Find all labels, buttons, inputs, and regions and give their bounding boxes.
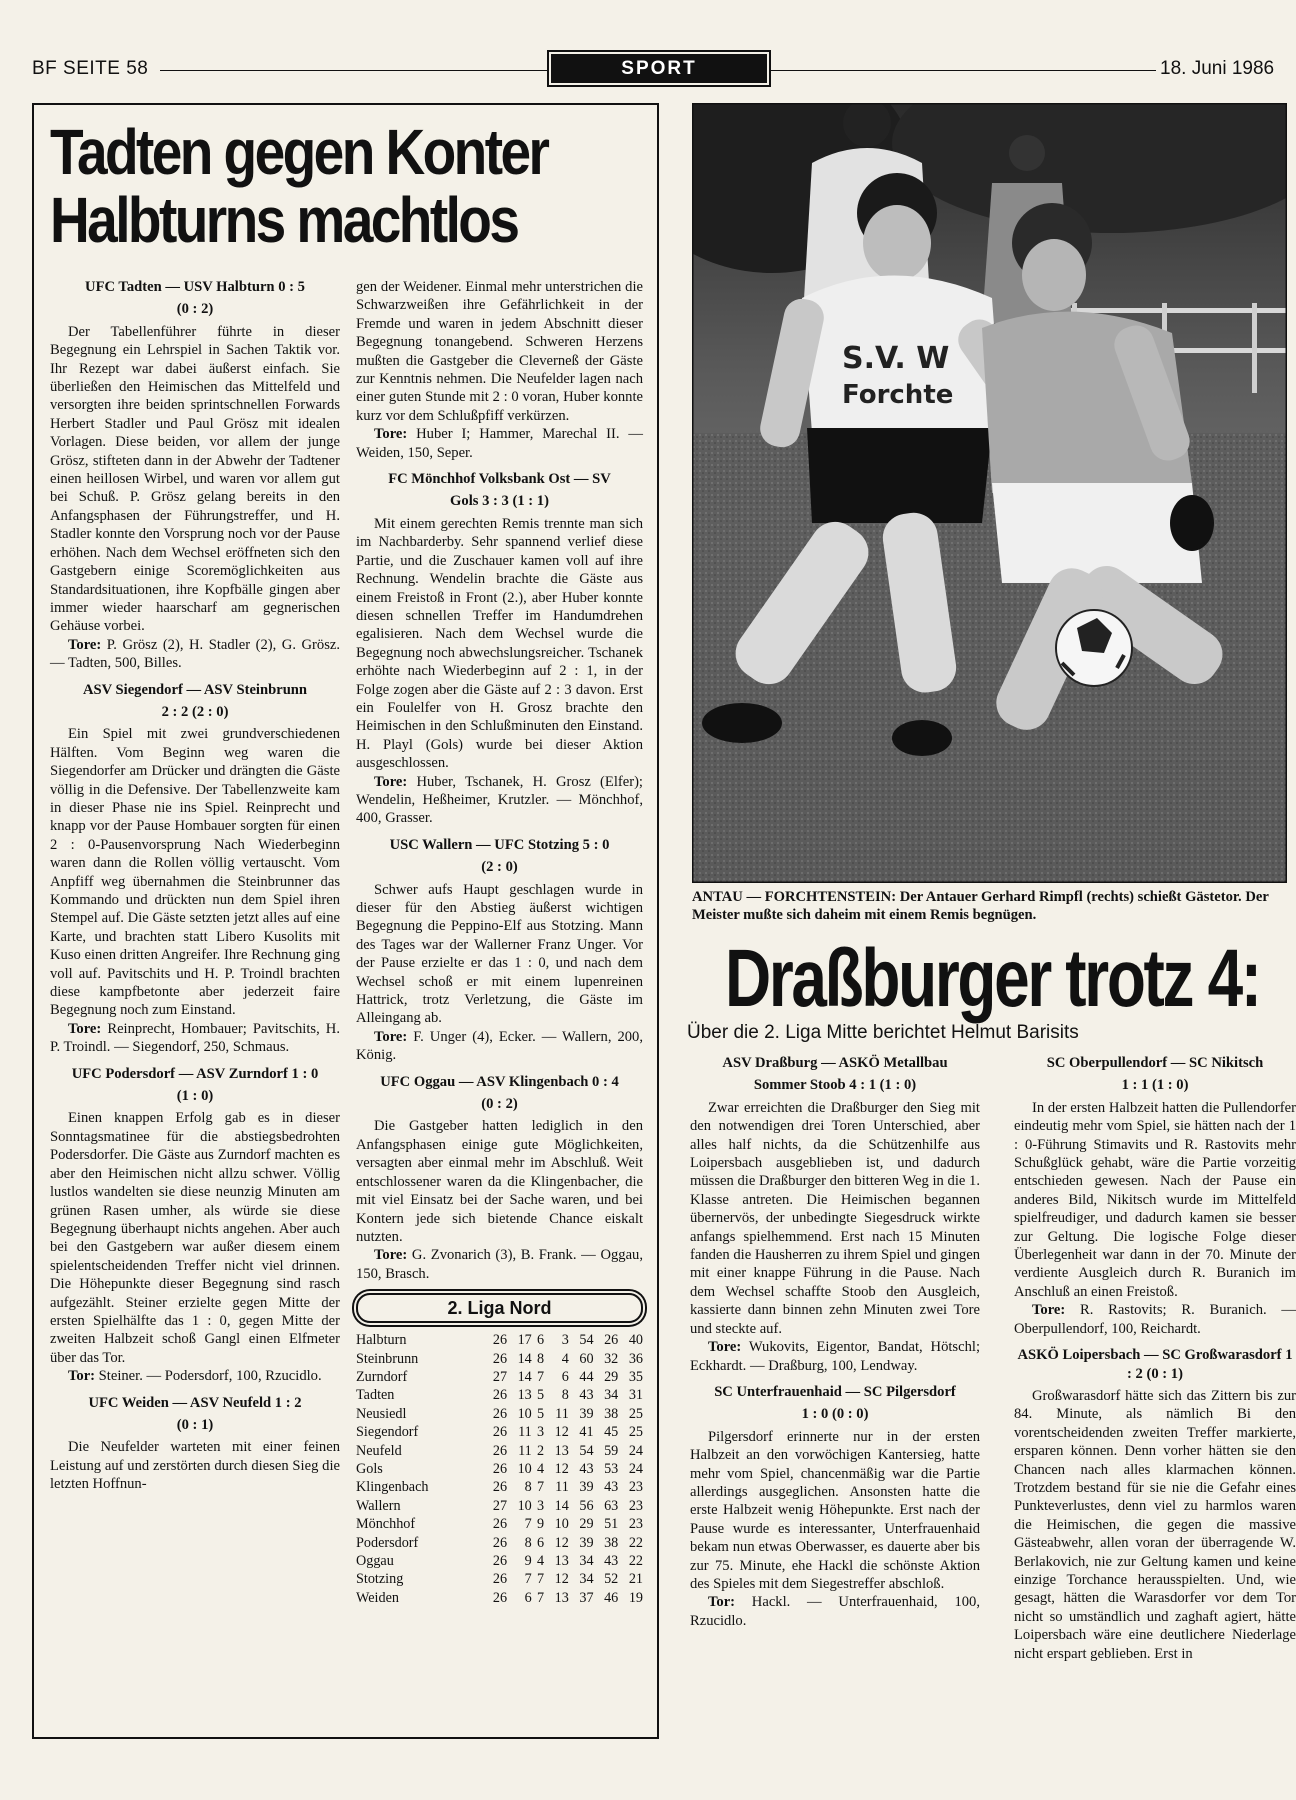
article-2-column-1 bbox=[690, 1054, 980, 1630]
table-stat: 39 bbox=[579, 1405, 594, 1422]
issue-date: 18. Juni 1986 bbox=[1160, 58, 1275, 79]
table-stat: 27 bbox=[492, 1497, 508, 1514]
table-stat: 54 bbox=[579, 1332, 594, 1349]
league-table-row bbox=[356, 1442, 643, 1460]
article-column-1 bbox=[50, 278, 340, 1494]
table-stat: 6 bbox=[524, 1589, 532, 1606]
table-stat: 4 bbox=[561, 1350, 569, 1367]
column-2-body bbox=[356, 278, 643, 1283]
league-table-row bbox=[356, 1405, 643, 1423]
jersey-text-1: S.V. W bbox=[842, 341, 950, 376]
table-stat: 26 bbox=[492, 1516, 508, 1533]
section-label: SPORT bbox=[551, 54, 767, 83]
table-stat: 29 bbox=[604, 1368, 619, 1385]
table-stat: 6 bbox=[537, 1332, 545, 1349]
table-stat: 10 bbox=[517, 1460, 532, 1477]
league-table-row bbox=[356, 1589, 643, 1607]
article-paragraph: Pilgersdorf erinnerte nur in der ersten Halbzeit an den vorwöchigen Kantersieg, hatte mehr vom Spiel, chancenmäßig war die Partie allerdings ausgeglichen. Ansonsten hatte die erste Halbzeit wenig Höhepunkte. Erst nach der Pause wurde es interessanter, Unterfrauenhaid bekam nun etwas Oberwasser, es dauerte aber bis zur 75. Minute, ehe Hackl die schönste Aktion des Spieles mit dem Siegestreffer abschloß. bbox=[690, 1428, 980, 1592]
header-rule-right bbox=[770, 70, 1156, 71]
article-2-byline: Über die 2. Liga Mitte berichtet Helmut Barisits bbox=[687, 1022, 1079, 1043]
table-stat: 25 bbox=[628, 1405, 643, 1422]
table-stat: 34 bbox=[604, 1387, 619, 1404]
match-heading: SC Oberpullendorf — SC Nikitsch bbox=[1046, 1055, 1264, 1071]
table-stat: 26 bbox=[492, 1479, 508, 1496]
goalscorers-line bbox=[50, 636, 340, 673]
table-stat: 35 bbox=[628, 1368, 643, 1385]
header-rule-left bbox=[160, 70, 548, 71]
table-stat: 12 bbox=[554, 1424, 569, 1441]
table-stat: 34 bbox=[579, 1571, 594, 1588]
match-heading: ASV Draßburg — ASKÖ Metallbau bbox=[722, 1055, 948, 1071]
table-stat: 11 bbox=[555, 1479, 569, 1496]
table-stat: 26 bbox=[492, 1589, 508, 1606]
article-paragraph: Mit einem gerechten Remis trennte man sich im Nachbarderby. Sehr spannend verlief diese Partie, und die Zuschauer kamen voll auf ihre Rechnung. Wendelin brachte die Gäste aus einem Freistoß in Front (2.), aber Huber konnte diesen schnellen Treffer im Handumdrehen egalisieren. Nach dem Wechsel wurde die Begegnung noch abwechslungsreicher. Tschanek erhöhte nach Wiederbeginn auf 2 : 1, in der Folge zogen aber die Gäste auf 2 : 3 davon. Erst ein Foulelfer von H. Grosz brachte den Heimischen in den Schlußminuten den Einstand. H. Playl (Gols) wurde bei dieser Aktion ausgeschlossen. bbox=[356, 515, 643, 772]
match-heading: 1 : 1 (1 : 0) bbox=[1121, 1077, 1189, 1094]
goalscorers-line bbox=[690, 1593, 980, 1630]
table-stat: 13 bbox=[554, 1553, 569, 1569]
table-stat: 8 bbox=[537, 1350, 545, 1367]
table-stat: 37 bbox=[579, 1589, 594, 1606]
table-stat: 3 bbox=[537, 1424, 545, 1441]
match-heading: Sommer Stoob 4 : 1 (1 : 0) bbox=[753, 1077, 917, 1094]
goalscorers-text: Reinprecht, Hombauer; Pavitschits, H. P. Troindl. — Siegendorf, 250, Schmaus. bbox=[50, 1020, 340, 1056]
match-photo-image bbox=[692, 103, 1287, 883]
team-name: Tadten bbox=[356, 1387, 395, 1404]
table-stat: 8 bbox=[524, 1534, 532, 1551]
table-stat: 24 bbox=[628, 1460, 643, 1477]
match-heading: ASV Siegendorf — ASV Steinbrunn bbox=[82, 681, 308, 698]
jersey-text-2: Forchte bbox=[842, 380, 954, 410]
team-name: Oggau bbox=[356, 1553, 394, 1569]
match-heading: Gols 3 : 3 (1 : 1) bbox=[450, 493, 549, 510]
match-photo bbox=[692, 103, 1287, 883]
team-name: Klingenbach bbox=[356, 1479, 429, 1496]
article-column-2 bbox=[356, 278, 643, 1607]
table-stat: 12 bbox=[554, 1571, 569, 1588]
league-table-row bbox=[356, 1423, 643, 1441]
article-paragraph: Der Tabellenführer führte in dieser Begegnung ein Lehrspiel in Sachen Taktik vor. Ihr Rezept war dabei äußerst einfach. Sie überließen den Heimischen das Mittelfeld und versorgten ihre beiden sprintschnellen Forwards Herbert Stadler und Paul Grösz mit idealen Vorlagen. Diese beiden, vor allem der junge Grösz, stifteten dann in der Abwehr der Tadtener einen heillosen Wirbel, und waren vor allem gut bei Schuß. P. Grösz gelang bereits in den Anfangsphasen der Führungstreffer, und H. Stadler konnte den Vorsprung noch vor der Pause erhöhen. Nach dem Wechsel eröffneten sich den Gastgebern einige Scoremöglichkeiten aus Standardsituationen, ihre Kopfbälle gingen aber immer wieder haarscharf am gegnerischen Gehäuse vorbei. bbox=[50, 323, 340, 635]
table-stat: 26 bbox=[492, 1350, 508, 1367]
table-stat: 46 bbox=[604, 1589, 619, 1606]
match-heading: USC Wallern — UFC Stotzing 5 : 0 bbox=[389, 836, 610, 853]
match-heading: 1 : 0 (0 : 0) bbox=[801, 1406, 869, 1423]
table-stat: 12 bbox=[554, 1534, 569, 1551]
match-heading: 2 : 2 (2 : 0) bbox=[161, 703, 229, 720]
table-stat: 22 bbox=[628, 1553, 643, 1569]
table-stat: 51 bbox=[604, 1516, 619, 1533]
page-number: BF SEITE 58 bbox=[32, 58, 149, 79]
match-heading: UFC Tadten — USV Halbturn 0 : 5 bbox=[85, 279, 305, 295]
table-stat: 19 bbox=[628, 1589, 643, 1606]
match-heading: SC Unterfrauenhaid — SC Pilgersdorf bbox=[714, 1383, 956, 1400]
table-stat: 52 bbox=[604, 1571, 619, 1588]
match-heading: (0 : 2) bbox=[481, 1096, 518, 1113]
match-heading: FC Mönchhof Volksbank Ost — SV bbox=[388, 471, 611, 488]
table-stat: 26 bbox=[492, 1460, 508, 1477]
table-stat: 9 bbox=[537, 1516, 545, 1533]
goalscorers-label: Tore: bbox=[68, 1020, 102, 1037]
goalscorers-label: Tore: bbox=[1032, 1302, 1066, 1319]
goalscorers-label: Tor: bbox=[708, 1594, 736, 1611]
article-paragraph: Zwar erreichten die Draßburger den Sieg mit den notwendigen drei Toren Unterschied, aber alles half nichts, da die Schützenhilfe aus Loipersbach ausgeblieben ist, und dadurch müssen die Draßburger den bitteren Weg in die 1. Klasse antreten. Die Heimischen begannen übernervös, der unbedingte Siegesdruck wirkte anfangs spielhemmend. Erst nach 15 Minuten fanden die Hausherren zu ihrem Spiel und gingen mit einer knappe Führung in die Pause. Nach dem Wechsel schaffte Stoob den Ausgleich, kassierte dann binnen zehn Minuten zwei Tore und steckte auf. bbox=[690, 1099, 980, 1337]
table-stat: 7 bbox=[537, 1571, 545, 1588]
article-paragraph: Ein Spiel mit zwei grundverschiedenen Hälften. Vom Beginn weg waren die Siegendorfer am Drücker und drängten die Gäste völlig in die Defensive. Der Tabellenzweite kam in dieser Phase nie ins Spiel. Reinprecht und knapp vor der Pause Hombauer sorgten für einen 2 : 0-Pausenvorsprung Nach Wiederbeginn waren dann die Rollen völlig vertauscht. Vom Anpfiff weg übernahmen die Steinbrunner das Kommando und drückten nun dem Spiel ihren Stempel auf. Die Gäste setzten jetzt alles auf eine Karte, und brachten statt Libero Kusolits mit Kuso einen dritten Angreifer. Ihre Rechnung ging voll auf. Pavitschits und H. P. Troindl brachten diese kampfbetonte aber jederzeit faire Begegnung noch zum Einstand. bbox=[50, 726, 340, 1019]
table-stat: 2 bbox=[537, 1442, 545, 1459]
table-stat: 26 bbox=[492, 1424, 508, 1441]
table-stat: 44 bbox=[579, 1368, 594, 1385]
table-stat: 21 bbox=[628, 1571, 643, 1588]
table-stat: 3 bbox=[537, 1497, 545, 1514]
league-table-row bbox=[356, 1350, 643, 1368]
league-table-row bbox=[356, 1460, 643, 1478]
team-name: Stotzing bbox=[356, 1571, 404, 1588]
table-stat: 26 bbox=[492, 1405, 508, 1422]
table-stat: 7 bbox=[537, 1479, 545, 1496]
table-stat: 31 bbox=[628, 1387, 643, 1404]
table-stat: 5 bbox=[537, 1405, 545, 1422]
goalscorers-line bbox=[690, 1338, 980, 1375]
table-stat: 23 bbox=[628, 1479, 643, 1496]
table-stat: 8 bbox=[524, 1479, 532, 1496]
table-stat: 26 bbox=[492, 1332, 508, 1349]
table-stat: 26 bbox=[492, 1553, 508, 1569]
table-stat: 43 bbox=[579, 1387, 594, 1404]
table-stat: 38 bbox=[604, 1534, 619, 1551]
team-name: Weiden bbox=[356, 1589, 399, 1606]
match-heading: (2 : 0) bbox=[481, 859, 518, 876]
team-name: Siegendorf bbox=[356, 1424, 419, 1441]
team-name: Steinbrunn bbox=[356, 1350, 419, 1367]
goalscorers-label: Tore: bbox=[68, 636, 102, 653]
match-heading: (1 : 0) bbox=[176, 1088, 214, 1105]
goalscorers-text: F. Unger (4), Ecker. — Wallern, 200, König. bbox=[356, 1028, 643, 1064]
league-table-row bbox=[356, 1331, 643, 1349]
headline-line-2: Halbturns machtlos bbox=[50, 184, 518, 256]
match-heading: UFC Podersdorf — ASV Zurndorf 1 : 0 bbox=[71, 1065, 319, 1082]
table-stat: 10 bbox=[517, 1497, 532, 1514]
match-heading: UFC Oggau — ASV Klingenbach 0 : 4 bbox=[380, 1073, 619, 1090]
table-stat: 4 bbox=[537, 1460, 545, 1477]
table-stat: 26 bbox=[604, 1332, 619, 1349]
article-paragraph: Großwarasdorf hätte sich das Zittern bis zur 84. Minute, als nämlich Bi den vorentscheidenden zweiten Treffer markierte, ersparen können. Denn vorher hätten sie den Chancen nach alles klarmachen können. Trotzdem bestand für sie nie die Gefahr eines Punkteverlustes, denn viel zu harmlos waren die Heimischen, die gegen die massive Gästeabwehr, allen voran der überragende W. Berlakovich, nie zur Geltung kamen und keine einzige Torchance herausspielten. Und, wie gesagt, hätten die Warasdorfer vor dem Tor nicht so umständlich und zaghaft agiert, hätte Loipersbach wäre eine deutlichere Niederlage nicht erspart geblieben. Erst in bbox=[1014, 1387, 1296, 1662]
article-2-headline: Draßburger trotz 4: bbox=[725, 933, 1260, 1024]
article-paragraph: gen der Weidener. Einmal mehr unterstrichen die Schwarzweißen ihre Gefährlichkeit in der Fremde und waren in jedem Abschnitt dieser Begegnung tonangebend. Schweren Herzens mußten die Gastgeber die Cleverneß der Gäste zur Kenntnis nehmen. Die Neufelder lagen nach einer guten Stunde mit 2 : 0 voran, Huber konnte kurz vor dem Schlußpfiff verkürzen. bbox=[356, 279, 643, 424]
table-stat: 54 bbox=[579, 1442, 594, 1459]
table-stat: 24 bbox=[628, 1442, 643, 1459]
goalscorers-label: Tor: bbox=[68, 1368, 96, 1385]
article-paragraph: In der ersten Halbzeit hatten die Pullendorfer eindeutig mehr vom Spiel, sie hätten nach der 1 : 0-Führung Stimavits und R. Rastovits mehr Schußglück gehabt, wäre die Partie vorzeitig entschieden gewesen. Nach der Pause ein anderes Bild, Nikitsch wurde im Mittelfeld spielfreudiger, und dadurch kamen sie besser zur Geltung. Die logische Folge dieser Überlegenheit war dann in der 70. Minute der verdiente Ausgleich durch R. Buranich im Anschluß an einen Freistoß. bbox=[1014, 1099, 1296, 1300]
table-stat: 17 bbox=[517, 1332, 532, 1349]
goalscorers-text: Wukovits, Eigentor, Bandat, Hötschl; Eckhardt. — Draßburg, 100, Lendway. bbox=[690, 1339, 980, 1374]
goalscorers-text: Steiner. — Podersdorf, 100, Rzucidlo. bbox=[95, 1368, 322, 1385]
table-stat: 40 bbox=[628, 1332, 643, 1349]
table-stat: 34 bbox=[579, 1553, 594, 1569]
table-stat: 13 bbox=[517, 1387, 532, 1404]
table-stat: 29 bbox=[579, 1516, 594, 1533]
team-name: Wallern bbox=[356, 1497, 401, 1514]
table-stat: 32 bbox=[604, 1350, 619, 1367]
table-stat: 39 bbox=[579, 1479, 594, 1496]
table-stat: 45 bbox=[604, 1424, 619, 1441]
table-stat: 4 bbox=[537, 1553, 545, 1569]
league-table-row bbox=[356, 1386, 643, 1404]
goalscorers-line bbox=[356, 773, 643, 828]
goalscorers-text: G. Zvonarich (3), B. Frank. — Oggau, 150, Brasch. bbox=[356, 1247, 643, 1282]
table-stat: 11 bbox=[518, 1442, 532, 1459]
match-heading: ASKÖ Loipersbach — SC Großwarasdorf 1 : 2 (0 : 1) bbox=[1017, 1347, 1293, 1382]
table-stat: 14 bbox=[517, 1350, 532, 1367]
table-stat: 22 bbox=[628, 1534, 643, 1551]
table-stat: 12 bbox=[554, 1460, 569, 1477]
table-stat: 23 bbox=[628, 1516, 643, 1533]
goalscorers-line bbox=[356, 1028, 643, 1065]
table-stat: 13 bbox=[554, 1442, 569, 1459]
article-paragraph: Schwer aufs Haupt geschlagen wurde in dieser für den Abstieg äußerst wichtigen Begegnung die Peppino-Elf aus Stotzing. Mann des Tages war der Wallerner Franz Unger. Vor der Pause erzielte er das 1 : 0, und nach dem Wechsel schoß er mit einem lupenreinen Hattrick, trotz Verletzung, die Gäste im Alleingang ab. bbox=[356, 881, 643, 1027]
team-name: Neusiedl bbox=[356, 1405, 407, 1422]
team-name: Neufeld bbox=[356, 1442, 402, 1459]
goalscorers-label: Tore: bbox=[374, 426, 408, 443]
goalscorers-line bbox=[50, 1020, 340, 1057]
table-stat: 7 bbox=[537, 1589, 545, 1606]
goalscorers-text: R. Rastovits; R. Buranich. — Oberpullendorf, 100, Reichardt. bbox=[1014, 1302, 1296, 1337]
table-stat: 5 bbox=[537, 1387, 545, 1404]
table-stat: 27 bbox=[492, 1368, 508, 1385]
goalscorers-text: Huber I; Hammer, Marechal II. — Weiden, 150, Seper. bbox=[356, 426, 643, 461]
table-stat: 38 bbox=[604, 1405, 619, 1422]
team-name: Halbturn bbox=[356, 1332, 407, 1349]
match-heading: (0 : 1) bbox=[176, 1416, 214, 1433]
article-paragraph: Die Neufelder warteten mit einer feinen Leistung auf und zerstörten durch diesen Sieg die letzten Hoffnun- bbox=[50, 1439, 340, 1493]
table-stat: 43 bbox=[604, 1479, 619, 1496]
table-stat: 3 bbox=[561, 1332, 569, 1349]
article-headline bbox=[50, 118, 566, 254]
league-table-title: 2. Liga Nord bbox=[356, 1293, 643, 1323]
table-stat: 43 bbox=[604, 1553, 619, 1569]
table-stat: 10 bbox=[517, 1405, 532, 1422]
article-paragraph: Die Gastgeber hatten lediglich in den Anfangsphasen einige gute Möglichkeiten, versagten aber einmal mehr im Abschluß. Weit entschlossener waren da die Klingenbacher, die mit viel Einsatz bei der Sache waren, und bei Kontern jede sich bietende Chance eiskalt nutzten. bbox=[356, 1118, 643, 1245]
league-table-row bbox=[356, 1515, 643, 1533]
table-stat: 60 bbox=[579, 1350, 594, 1367]
table-stat: 8 bbox=[561, 1387, 569, 1404]
article-2-column-2 bbox=[1014, 1054, 1296, 1663]
table-stat: 6 bbox=[561, 1368, 569, 1385]
goalscorers-text: Huber, Tschanek, H. Grosz (Elfer); Wendelin, Heßheimer, Krutzler. — Mönchhof, 400, Grasser. bbox=[356, 773, 643, 827]
league-table bbox=[356, 1331, 643, 1607]
goalscorers-label: Tore: bbox=[374, 1028, 408, 1045]
table-stat: 10 bbox=[554, 1516, 569, 1533]
table-stat: 41 bbox=[579, 1424, 594, 1441]
goalscorers-line bbox=[356, 425, 643, 462]
table-stat: 7 bbox=[524, 1516, 532, 1533]
photo-caption: ANTAU — FORCHTENSTEIN: Der Antauer Gerhard Rimpfl (rechts) schießt Gästetor. Der Meister mußte sich daheim mit einem Remis begnügen. bbox=[692, 889, 1269, 924]
league-table-row bbox=[356, 1497, 643, 1515]
table-stat: 26 bbox=[492, 1571, 508, 1588]
table-stat: 63 bbox=[604, 1497, 619, 1514]
league-table-row bbox=[356, 1552, 643, 1570]
table-stat: 11 bbox=[555, 1405, 569, 1422]
table-stat: 9 bbox=[524, 1553, 532, 1569]
team-name: Gols bbox=[356, 1460, 383, 1477]
goalscorers-text: Hackl. — Unterfrauenhaid, 100, Rzucidlo. bbox=[690, 1594, 980, 1629]
goalscorers-label: Tore: bbox=[374, 1247, 408, 1264]
league-table-row bbox=[356, 1570, 643, 1588]
table-stat: 13 bbox=[554, 1589, 569, 1606]
table-stat: 39 bbox=[579, 1534, 594, 1551]
goalscorers-label: Tore: bbox=[374, 773, 408, 790]
table-stat: 7 bbox=[524, 1571, 532, 1588]
table-stat: 56 bbox=[579, 1497, 594, 1514]
table-stat: 26 bbox=[492, 1534, 508, 1551]
table-stat: 6 bbox=[537, 1534, 545, 1551]
table-stat: 14 bbox=[554, 1497, 569, 1514]
headline-line-1: Tadten gegen Konter bbox=[50, 116, 548, 188]
goalscorers-text: P. Grösz (2), H. Stadler (2), G. Grösz. — Tadten, 500, Billes. bbox=[50, 636, 340, 672]
table-stat: 25 bbox=[628, 1424, 643, 1441]
table-stat: 23 bbox=[628, 1497, 643, 1514]
table-stat: 53 bbox=[604, 1460, 619, 1477]
table-stat: 26 bbox=[492, 1442, 508, 1459]
goalscorers-line bbox=[356, 1246, 643, 1283]
league-table-row bbox=[356, 1368, 643, 1386]
table-stat: 7 bbox=[537, 1368, 545, 1385]
league-table-row bbox=[356, 1534, 643, 1552]
goalscorers-label: Tore: bbox=[708, 1339, 742, 1356]
article-paragraph: Einen knappen Erfolg gab es in dieser Sonntagsmatinee für die abstiegsbedrohten Podersdorfer. Die Gäste aus Zurndorf machten es aber den Heimischen nicht allzu schwer. Völlig lustlos wandelten sie diese neunzig Minuten am grünen Rasen umher, als würde sie diese Begegnung überhaupt nichts angehen. Aber auch bei den Gastgebern war außer diesem einem spielentscheidenden Treffer nicht viel drinnen. Die Höhepunkte dieser Begegnung sind rasch aufgezählt. Steiner erzielte gegen Mitte der ersten Spielhälfte das 1 : 0, gegen Mitte der zweiten Halbzeit schoß Gangl einen Elfmeter über das Tor. bbox=[50, 1110, 340, 1366]
table-stat: 11 bbox=[518, 1424, 532, 1441]
team-name: Zurndorf bbox=[356, 1368, 408, 1385]
table-stat: 36 bbox=[628, 1350, 643, 1367]
league-table-row bbox=[356, 1478, 643, 1496]
team-name: Mönchhof bbox=[356, 1516, 416, 1533]
table-stat: 14 bbox=[517, 1368, 532, 1385]
table-stat: 43 bbox=[579, 1460, 594, 1477]
goalscorers-line bbox=[1014, 1301, 1296, 1338]
table-stat: 59 bbox=[604, 1442, 619, 1459]
match-heading: (0 : 2) bbox=[176, 301, 214, 318]
goalscorers-line bbox=[50, 1367, 340, 1385]
match-heading: UFC Weiden — ASV Neufeld 1 : 2 bbox=[88, 1394, 302, 1411]
team-name: Podersdorf bbox=[356, 1534, 419, 1551]
table-stat: 26 bbox=[492, 1387, 508, 1404]
